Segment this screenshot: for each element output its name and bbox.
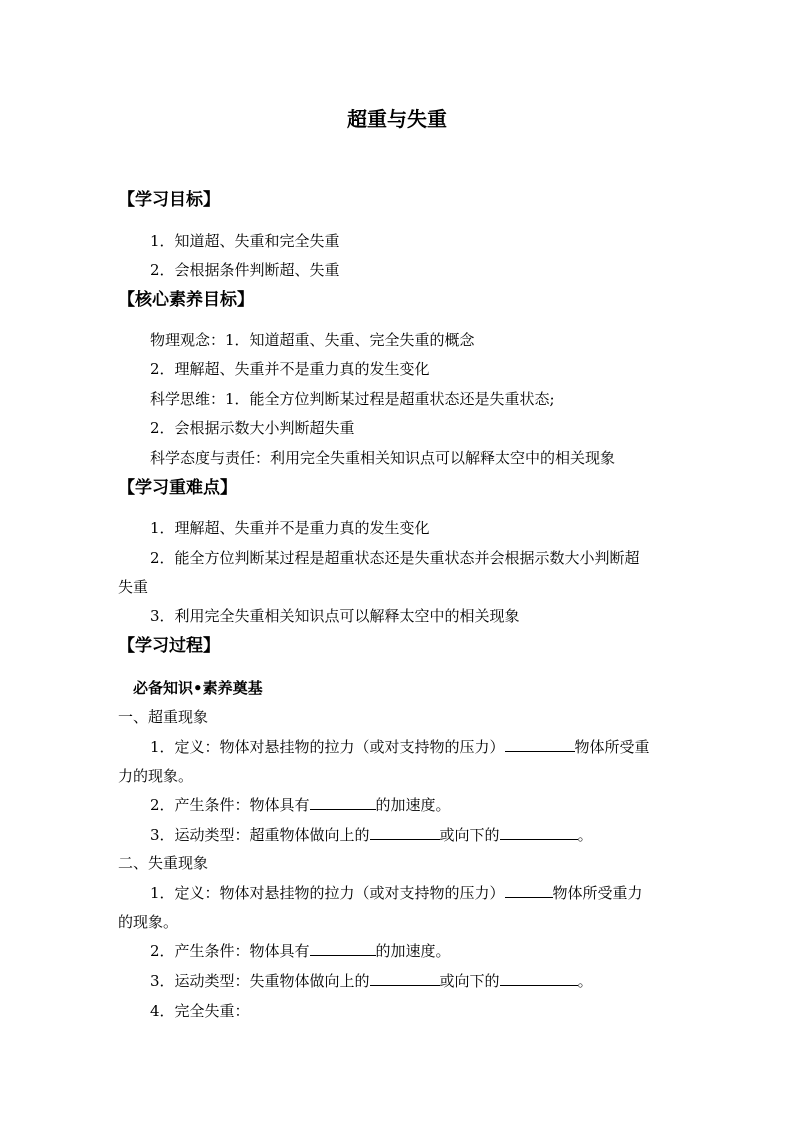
heading-key-difficulties: 【学习重难点】 — [118, 478, 237, 498]
difficulty-line-2-cont: 失重 — [118, 578, 149, 596]
overweight-motion: 3．运动类型：超重物体做向上的 或向下的 。 — [150, 826, 593, 844]
core-line-4: 2．会根据示数大小判断超失重 — [150, 419, 355, 437]
core-line-2: 2．理解超、失重并不是重力真的发生变化 — [150, 360, 430, 378]
weightless-motion: 3．运动类型：失重物体做向上的 或向下的 。 — [150, 972, 593, 990]
weightless-title: 二、失重现象 — [118, 854, 209, 872]
subheading-essential-knowledge: 必备知识•素养奠基 — [133, 679, 263, 697]
weightless-condition-blank[interactable] — [310, 941, 376, 956]
difficulty-line-2: 2．能全方位判断某过程是超重状态还是失重状态并会根据示数大小判断超 — [150, 549, 640, 567]
overweight-definition-blank[interactable] — [505, 737, 575, 752]
difficulty-line-1: 1．理解超、失重并不是重力真的发生变化 — [150, 519, 430, 537]
objective-item-2: 2．会根据条件判断超、失重 — [150, 261, 340, 279]
weightless-motion-blank-down[interactable] — [500, 971, 578, 986]
weightless-definition: 1．定义：物体对悬挂物的拉力（或对支持物的压力） 物体所受重力 — [150, 884, 643, 902]
weightless-definition-blank[interactable] — [505, 883, 553, 898]
weightless-condition: 2．产生条件：物体具有 的加速度。 — [150, 942, 451, 960]
overweight-motion-blank-up[interactable] — [370, 825, 440, 840]
overweight-definition: 1．定义：物体对悬挂物的拉力（或对支持物的压力） 物体所受重 — [150, 738, 650, 756]
overweight-condition: 2．产生条件：物体具有 的加速度。 — [150, 796, 451, 814]
weightless-motion-blank-up[interactable] — [370, 971, 440, 986]
overweight-definition-cont: 力的现象。 — [118, 767, 194, 785]
heading-objectives: 【学习目标】 — [118, 190, 220, 210]
page-title: 超重与失重 — [347, 107, 447, 131]
weightless-definition-cont: 的现象。 — [118, 913, 179, 931]
heading-learning-process: 【学习过程】 — [118, 636, 220, 656]
overweight-motion-blank-down[interactable] — [500, 825, 578, 840]
heading-core-literacy: 【核心素养目标】 — [118, 290, 254, 310]
core-line-3: 科学思维：1．能全方位判断某过程是超重状态还是失重状态; — [150, 390, 555, 408]
difficulty-line-3: 3．利用完全失重相关知识点可以解释太空中的相关现象 — [150, 607, 520, 625]
objective-item-1: 1．知道超、失重和完全失重 — [150, 232, 340, 250]
overweight-title: 一、超重现象 — [118, 708, 209, 726]
core-line-5: 科学态度与责任：利用完全失重相关知识点可以解释太空中的相关现象 — [150, 449, 616, 467]
weightless-complete: 4．完全失重： — [150, 1002, 250, 1020]
overweight-condition-blank[interactable] — [310, 795, 376, 810]
core-line-1: 物理观念：1．知道超重、失重、完全失重的概念 — [150, 331, 475, 349]
